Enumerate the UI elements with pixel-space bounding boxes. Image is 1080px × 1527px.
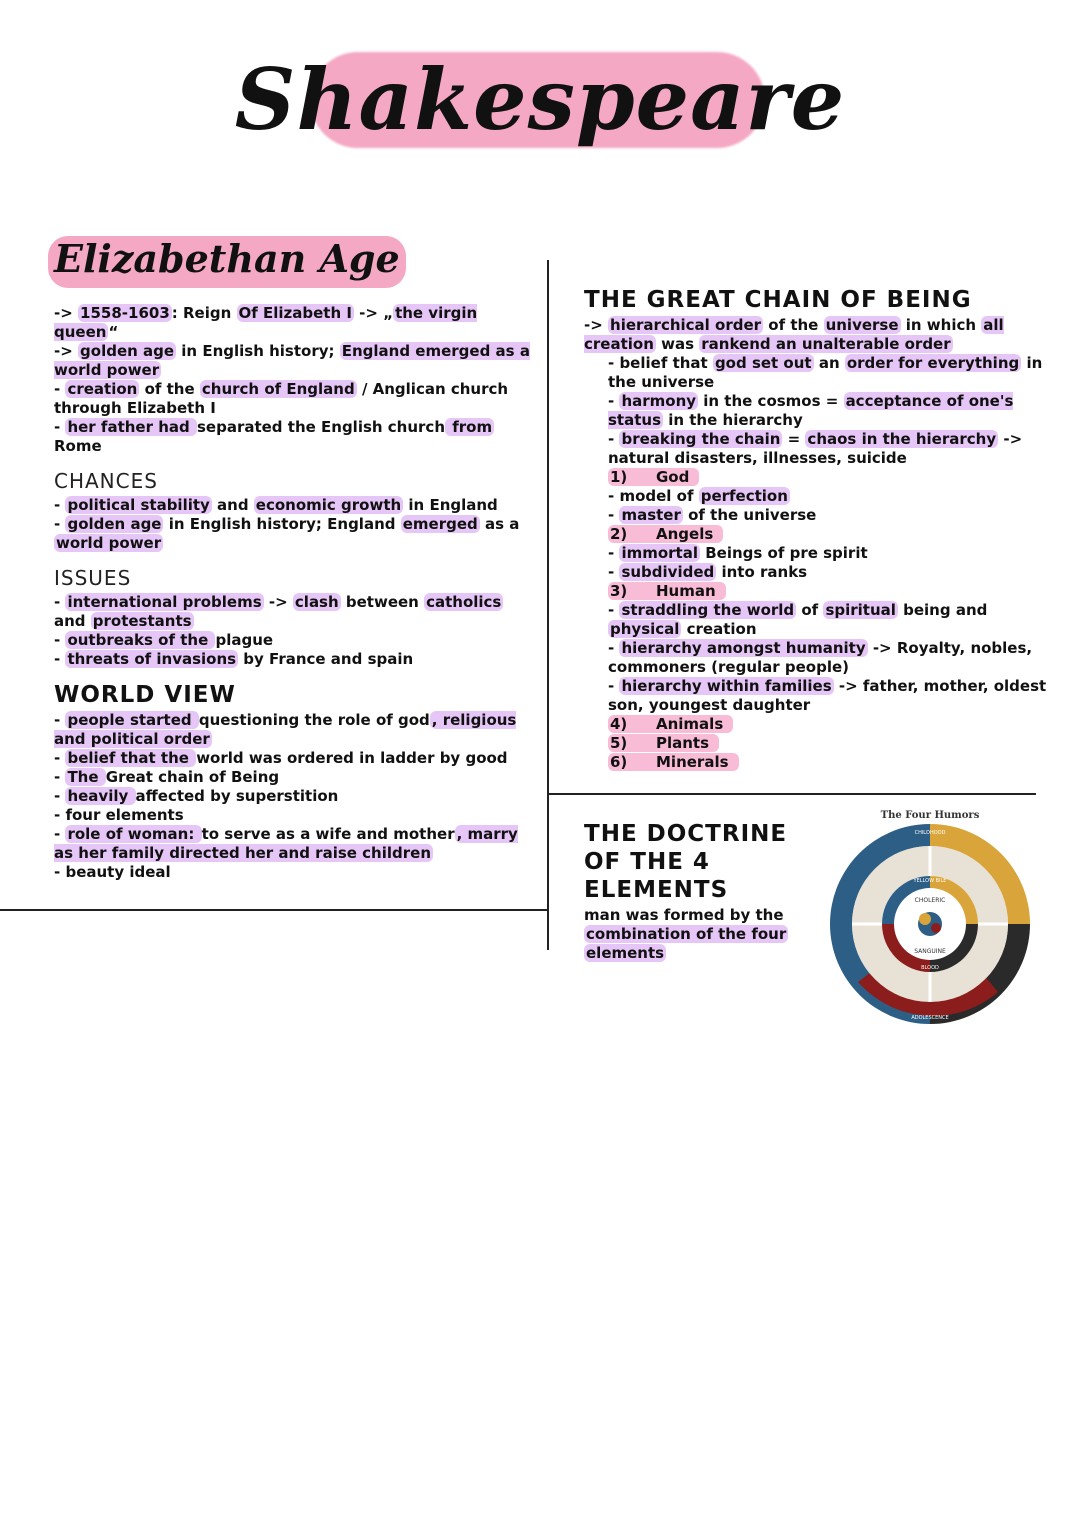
doctrine-heading-line2: ELEMENTS [584,876,728,904]
text-segment: Great chain of Being [105,768,280,786]
humors-wheel [828,822,1032,1024]
text-segment: creation [681,620,757,638]
rank-point [608,487,1054,506]
worldview-heading: WORLD VIEW [54,681,236,709]
chain-ranks [584,468,1054,772]
text-segment: separated the English church [196,418,446,436]
intro-list [54,304,534,456]
text-segment: “ [108,323,119,341]
chain-point [608,392,1054,430]
list-item [54,380,534,418]
text-segment: four elements [65,806,184,824]
text-segment: in the hierarchy [663,411,803,429]
highlighted-text: straddling the world [621,601,795,619]
text-segment: - [54,496,66,514]
highlighted-text: breaking the chain [621,430,781,448]
text-segment: questioning the role of god [198,711,430,729]
text-segment: - [54,806,66,824]
doctrine-section [584,820,824,963]
highlighted-text: chaos in the hierarchy [807,430,997,448]
text-segment: Beings of pre spirit [700,544,868,562]
list-item [54,711,534,749]
list-item [54,768,534,787]
highlighted-text: emerged [402,515,478,533]
text-segment: and [54,612,91,630]
adolescence-label: ADOLESCENCE [911,1015,949,1021]
highlighted-text: rankend an unalterable order [701,335,951,353]
text-segment: and [211,496,254,514]
blood-label: BLOOD [921,965,939,971]
text-segment: Rome [54,437,102,455]
page-title-block [0,40,1080,160]
text-segment: -> Royalty, nobles, commoners (regular people) [608,639,1033,676]
text-segment: being and [897,601,988,619]
highlighted-text: golden age [67,515,162,533]
rank-item [608,468,1054,487]
rank-number: 2) [610,525,628,543]
text-segment: / Anglican church through Elizabeth I [54,380,509,417]
text-segment: - [54,825,66,843]
highlighted-text: political stability [67,496,210,514]
chain-intro [584,316,1054,354]
rank-point [608,506,1054,525]
highlighted-text: god set out [714,354,812,372]
rank-name: Plants [656,734,710,752]
text-segment: - [608,563,620,581]
highlighted-text: , marry as her family directed her and raise children [54,825,518,862]
text-segment: between [340,593,425,611]
rank-number: 6) [610,753,628,771]
rank-point [608,544,1054,563]
rank-name: Human [656,582,716,600]
highlighted-text: outbreaks of the [67,631,214,649]
text-segment: good [465,749,508,767]
text-segment: - [608,430,620,448]
list-item [54,749,534,768]
text-segment: beauty ideal [65,863,171,881]
text-segment: to serve as a wife and mother [201,825,455,843]
text-segment: = [782,430,806,448]
rank-name: Angels [656,525,714,543]
highlighted-text: hierarchical order [610,316,762,334]
text-segment: - [54,631,66,649]
highlighted-text: the virgin queen [54,304,478,341]
text-segment: - [608,639,620,657]
list-item [54,496,534,515]
text-segment: plague [215,631,274,649]
horizontal-divider-right [548,793,1036,795]
text-segment: in English history; [176,342,340,360]
list-item [54,825,534,863]
highlighted-text: threats of invasions [67,650,237,668]
chain-intro-line [584,316,1054,354]
highlighted-text: order for everything [846,354,1020,372]
text-segment: - [54,515,66,533]
text-segment: in English history; England [163,515,401,533]
highlighted-text: economic growth [255,496,402,514]
highlighted-text: Of Elizabeth I [238,304,352,322]
rank-name: Minerals [656,753,729,771]
text-segment: - [54,650,66,668]
text-segment: by France and spain [238,650,414,668]
great-chain-section [584,286,1054,772]
chances-heading: CHANCES [54,468,158,494]
four-humors-diagram [828,810,1032,1024]
text-segment: an [813,354,845,372]
highlighted-text: heavily [67,787,134,805]
highlighted-text: spiritual [825,601,896,619]
text-segment: -> [54,342,79,360]
text-segment: - [54,711,66,729]
highlighted-text: golden age [80,342,175,360]
list-item [54,593,534,631]
rank-item [608,582,1054,601]
doctrine-heading-line1: THE DOCTRINE OF THE 4 [584,820,824,876]
rank-item [608,734,1054,753]
text-segment: -> father, mother, oldest son, youngest daughter [608,677,1047,714]
elizabethan-age-section [54,230,534,882]
great-chain-heading: THE GREAT CHAIN OF BEING [584,286,972,314]
rank-point [608,677,1054,715]
rank-name: Animals [656,715,724,733]
text-segment: of the universe [682,506,817,524]
text-segment: - [54,749,66,767]
text-segment: - [608,392,620,410]
rank-number: 1) [610,468,628,486]
rank-point [608,639,1054,677]
text-segment: - [54,418,66,436]
highlighted-text: 1558-1603 [80,304,170,322]
chain-points [584,354,1054,468]
list-item [54,863,534,882]
text-segment: - [608,544,620,562]
childhood-label: CHILDHOOD [914,830,946,836]
page-title: Shakespeare [234,50,846,149]
vertical-divider [547,260,549,950]
issues-list [54,593,534,669]
text-segment: of [796,601,824,619]
highlighted-text: catholics [426,593,502,611]
highlighted-text: creation [67,380,138,398]
section-heading [54,230,400,288]
text-segment: - [54,768,66,786]
list-item [54,806,534,825]
doctrine-text: man was formed by the combination of the four elements [584,906,787,962]
rank-point [608,601,1054,639]
highlighted-text: , religious and political order [54,711,517,748]
text-segment: - [54,593,66,611]
text-segment: into ranks [716,563,808,581]
rank-item [608,715,1054,734]
text-segment: - [54,863,66,881]
highlighted-text: hierarchy within families [621,677,832,695]
text-segment: - [608,677,620,695]
text-segment: -> [584,316,609,334]
highlighted-text: people started [67,711,197,729]
highlighted-text: The [67,768,104,786]
text-segment: - belief that [608,354,713,372]
text-segment: -> „ [353,304,394,322]
text-segment: - [608,601,620,619]
text-segment: world was ordered in ladder by [196,749,461,767]
highlighted-text: her father had [67,418,195,436]
list-item [54,650,534,669]
text-segment: -> [263,593,293,611]
text-segment: - [608,506,620,524]
rank-number: 4) [610,715,628,733]
rank-name: God [656,468,690,486]
rank-number: 5) [610,734,628,752]
highlighted-text: belief that the [67,749,195,767]
highlighted-text: clash [294,593,339,611]
issues-heading: ISSUES [54,565,131,591]
text-segment: - [54,787,66,805]
text-segment: - model of [608,487,699,505]
choleric-label: CHOLERIC [914,897,946,904]
text-segment: in the universe [608,354,1043,391]
highlighted-text: role of woman: [67,825,200,843]
highlighted-text: hierarchy amongst humanity [621,639,866,657]
text-segment: in which [900,316,982,334]
text-segment: of the [763,316,824,334]
highlighted-text: acceptance of one's status [608,392,1014,429]
text-segment: of the [139,380,200,398]
highlighted-text: physical [610,620,680,638]
list-item [54,418,534,456]
humors-title: The Four Humors [880,810,980,821]
list-item [54,304,534,342]
rank-point [608,563,1054,582]
text-segment: affected by superstition [135,787,339,805]
highlighted-text: immortal [621,544,698,562]
rank-number: 3) [610,582,628,600]
text-segment: in the cosmos = [698,392,844,410]
horizontal-divider-left [0,909,548,911]
text-segment: was [655,335,700,353]
elizabethan-age-heading: Elizabethan Age [54,236,400,281]
text-segment: as a [479,515,520,533]
highlighted-text: subdivided [621,563,715,581]
list-item [54,515,534,553]
sanguine-label: SANGUINE [914,948,946,955]
highlighted-text: church of England [201,380,355,398]
highlighted-text: universe [825,316,899,334]
rank-item [608,753,1054,772]
highlighted-text: international problems [67,593,262,611]
text-segment: : Reign [171,304,237,322]
highlighted-text: protestants [92,612,192,630]
highlighted-text: harmony [621,392,697,410]
text-segment: -> natural disasters, illnesses, suicide [608,430,1023,467]
rank-item [608,525,1054,544]
highlighted-text: master [621,506,681,524]
text-segment: -> [54,304,79,322]
worldview-list [54,711,534,882]
highlighted-text: all creation [584,316,1004,353]
yellow-bile-label: YELLOW BILE [913,878,947,884]
highlighted-text: world power [56,534,162,552]
highlighted-text: from [447,418,493,436]
highlighted-text: England emerged as a world power [54,342,530,379]
text-segment: in England [403,496,498,514]
text-segment: - [54,380,66,398]
chain-point [608,354,1054,392]
list-item [54,787,534,806]
chances-list [54,496,534,553]
chain-point [608,430,1054,468]
list-item [54,342,534,380]
list-item [54,631,534,650]
highlighted-text: perfection [700,487,788,505]
